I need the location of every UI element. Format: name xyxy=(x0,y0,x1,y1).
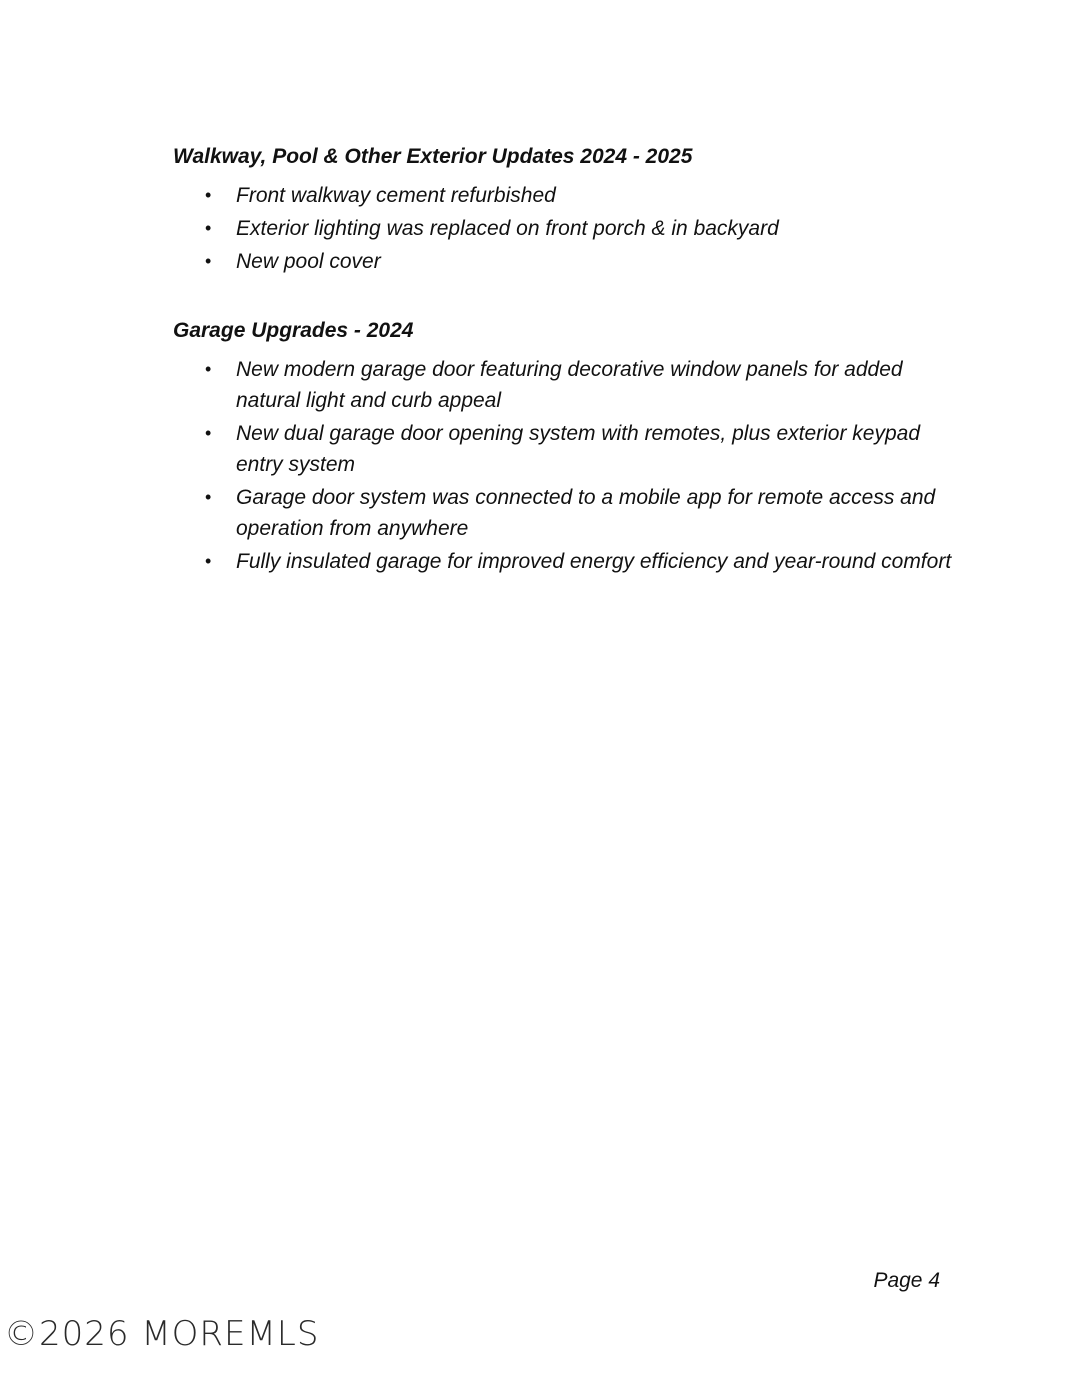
bullet-icon: • xyxy=(205,251,212,271)
section-exterior-updates xyxy=(173,144,953,279)
list-item xyxy=(173,213,953,244)
bullet-list xyxy=(173,354,953,577)
list-item-text: New pool cover xyxy=(236,250,381,273)
page-number: Page 4 xyxy=(873,1269,940,1292)
list-item xyxy=(173,482,953,544)
copyright-watermark: ©2026 MOREMLS xyxy=(4,1314,320,1354)
bullet-icon: • xyxy=(205,487,212,507)
bullet-icon: • xyxy=(205,551,212,571)
list-item-text: New dual garage door opening system with remotes, plus exterior keypad entry system xyxy=(236,422,921,476)
bullet-icon: • xyxy=(205,359,212,379)
list-item-text: Fully insulated garage for improved energy efficiency and year-round comfort xyxy=(236,550,952,573)
list-item-text: New modern garage door featuring decorative window panels for added natural light and curb appeal xyxy=(236,358,903,412)
list-item-text: Front walkway cement refurbished xyxy=(236,184,556,207)
section-garage-upgrades xyxy=(173,318,953,579)
list-item xyxy=(173,418,953,480)
list-item xyxy=(173,180,953,211)
bullet-icon: • xyxy=(205,423,212,443)
list-item xyxy=(173,546,953,577)
list-item-text: Garage door system was connected to a mobile app for remote access and operation from anywhere xyxy=(236,486,936,540)
section-heading: Walkway, Pool & Other Exterior Updates 2024 - 2025 xyxy=(173,145,693,168)
bullet-icon: • xyxy=(205,185,212,205)
list-item-text: Exterior lighting was replaced on front porch & in backyard xyxy=(236,217,779,240)
list-item xyxy=(173,354,953,416)
bullet-icon: • xyxy=(205,218,212,238)
bullet-list xyxy=(173,180,953,277)
section-heading: Garage Upgrades - 2024 xyxy=(173,319,414,342)
list-item xyxy=(173,246,953,277)
